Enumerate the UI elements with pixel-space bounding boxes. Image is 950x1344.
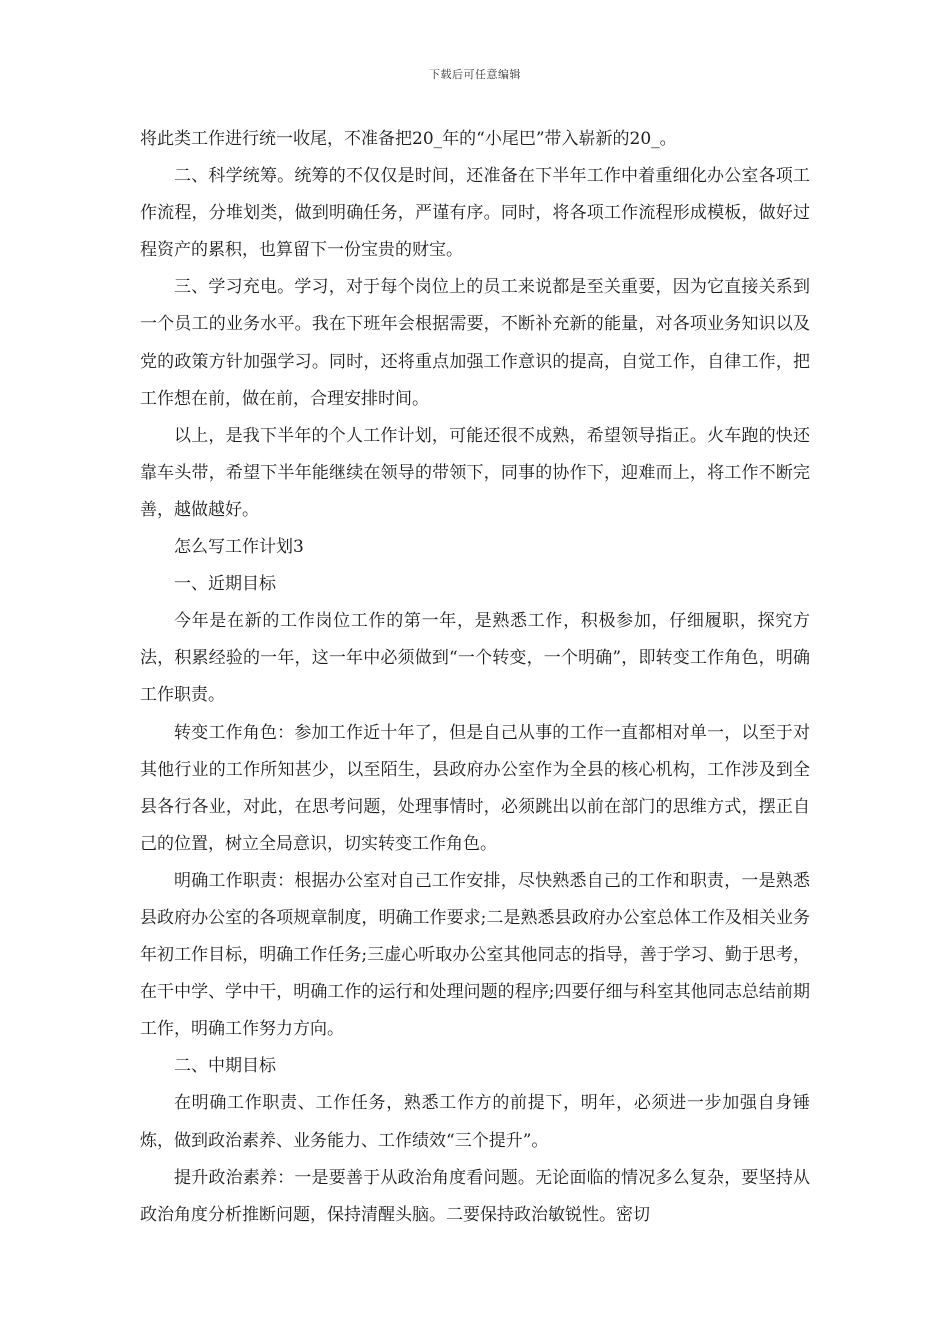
section-heading: 一、近期目标: [174, 574, 276, 595]
section-heading: 二、中期目标: [174, 1056, 276, 1077]
paragraph: 以上，是我下半年的个人工作计划，可能还很不成熟，希望领导指正。火车跑的快还靠车头带，希望下半年能继续在领导的带领下，同事的协作下，迎难而上，将工作不断完善，越做越好。: [140, 425, 810, 520]
paragraph: 三、学习充电。学习，对于每个岗位上的员工来说都是至关重要，因为它直接关系到一个员工的业务水平。我在下班年会根据需要，不断补充新的能量，对各项业务知识以及党的政策方针加强学习。同时，还将重点加强工作意识的提高，自觉工作，自律工作，把工作想在前，做在前，合理安排时间。: [140, 277, 810, 409]
paragraph: 提升政治素养：一是要善于从政治角度看问题。无论面临的情况多么复杂，要坚持从政治角度分析推断问题，保持清醒头脑。二要保持政治敏锐性。密切: [140, 1167, 810, 1225]
paragraph: 二、科学统筹。统筹的不仅仅是时间，还准备在下半年工作中着重细化办公室各项工作流程，分堆划类，做到明确任务，严谨有序。同时，将各项工作流程形成模板，做好过程资产的累积，也算留下一份宝贵的财宝。: [140, 166, 810, 261]
document-body: [140, 121, 810, 1234]
paragraph: 今年是在新的工作岗位工作的第一年，是熟悉工作，积极参加，仔细履职，探究方法，积累经验的一年，这一年中必须做到“一个转变，一个明确”，即转变工作角色，明确工作职责。: [140, 611, 810, 706]
paragraph: 明确工作职责：根据办公室对自己工作安排，尽快熟悉自己的工作和职责，一是熟悉县政府办公室的各项规章制度，明确工作要求;二是熟悉县政府办公室总体工作及相关业务年初工作目标，明确工作任务;三虚心听取办公室其他同志的指导，善于学习、勤于思考，在干中学、学中干，明确工作的运行和处理问题的程序;四要仔细与科室其他同志总结前期工作，明确工作努力方向。: [140, 870, 810, 1040]
paragraph: 转变工作角色：参加工作近十年了，但是自己从事的工作一直都相对单一，以至于对其他行业的工作所知甚少，以至陌生，县政府办公室作为全县的核心机构，工作涉及到全县各行各业，对此，在思考问题，处理事情时，必须跳出以前在部门的思维方式，摆正自己的位置，树立全局意识，切实转变工作角色。: [140, 722, 810, 854]
paragraph: 在明确工作职责、工作任务，熟悉工作方的前提下，明年，必须进一步加强自身锤炼，做到政治素养、业务能力、工作绩效“三个提升”。: [140, 1093, 810, 1151]
page-header: 下载后可任意编辑: [429, 68, 521, 81]
section-heading: 怎么写工作计划3: [174, 537, 304, 558]
paragraph: 将此类工作进行统一收尾，不准备把20_年的“小尾巴”带入崭新的20_。: [140, 129, 677, 149]
